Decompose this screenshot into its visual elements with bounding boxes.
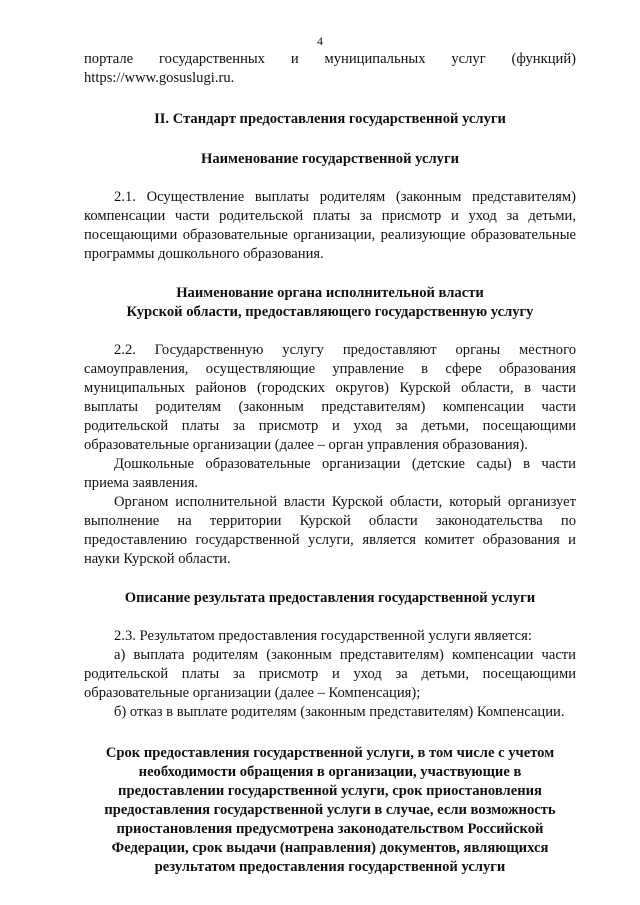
subsection-heading-authority-1: Наименование органа исполнительной власти	[176, 285, 484, 301]
paragraph-2-3-a: а) выплата родителям (законным представителям) компенсации части родительской платы за присмотр и уход за детьми, посещающими образовательные организации (далее – Компенсация);	[84, 647, 576, 701]
intro-line-2: https://www.gosuslugi.ru.	[84, 70, 235, 86]
paragraph-2-2-b: Дошкольные образовательные организации (детские сады) в части приема заявления.	[84, 456, 576, 491]
paragraph-2-1: 2.1. Осуществление выплаты родителям (законным представителям) компенсации части родительской платы за присмотр и уход за детьми, посещающими образовательные организации, реализующие образовательные программы дошкольного образования.	[84, 189, 576, 262]
subsection-heading-authority-2: Курской области, предоставляющего государственную услугу	[126, 304, 534, 320]
paragraph-2-2: 2.2. Государственную услугу предоставляют органы местного самоуправления, осуществляющие управление в сфере образования муниципальных районов (городских округов) Курской области, в части выплаты родителям (законным представителям) компенсации части родительской платы за присмотр и уход за детьми, посещающими образовательные организации (далее – орган управления образования).	[84, 342, 576, 453]
page-content	[84, 50, 576, 877]
paragraph-2-2-c: Органом исполнительной власти Курской области, который организует выполнение на территории Курской области законодательства по предоставлению государственной услуги, является комитет образования и науки Курской области.	[84, 494, 576, 567]
section-title: II. Стандарт предоставления государственной услуги	[154, 111, 506, 127]
paragraph-2-3: 2.3. Результатом предоставления государственной услуги является:	[114, 628, 532, 644]
intro-line-1: порталe государственных и муниципальных услуг (функций)	[84, 51, 576, 67]
subsection-heading-term: Срок предоставления государственной услуги, в том числе с учетом необходимости обращения в организации, участвующие в предоставлении государственной услуги, срок приостановления предоставления государственной услуги в случае, если возможность приостановления предусмотрена законодательством Российской Федерации, срок выдачи (направления) документов, являющихся результатом предоставления государственной услуги	[104, 745, 556, 875]
paragraph-2-3-b: б) отказ в выплате родителям (законным представителям) Компенсации.	[114, 704, 565, 720]
page-number: 4	[317, 34, 323, 48]
subsection-heading-name: Наименование государственной услуги	[201, 151, 459, 167]
subsection-heading-result: Описание результата предоставления государственной услуги	[124, 590, 536, 606]
